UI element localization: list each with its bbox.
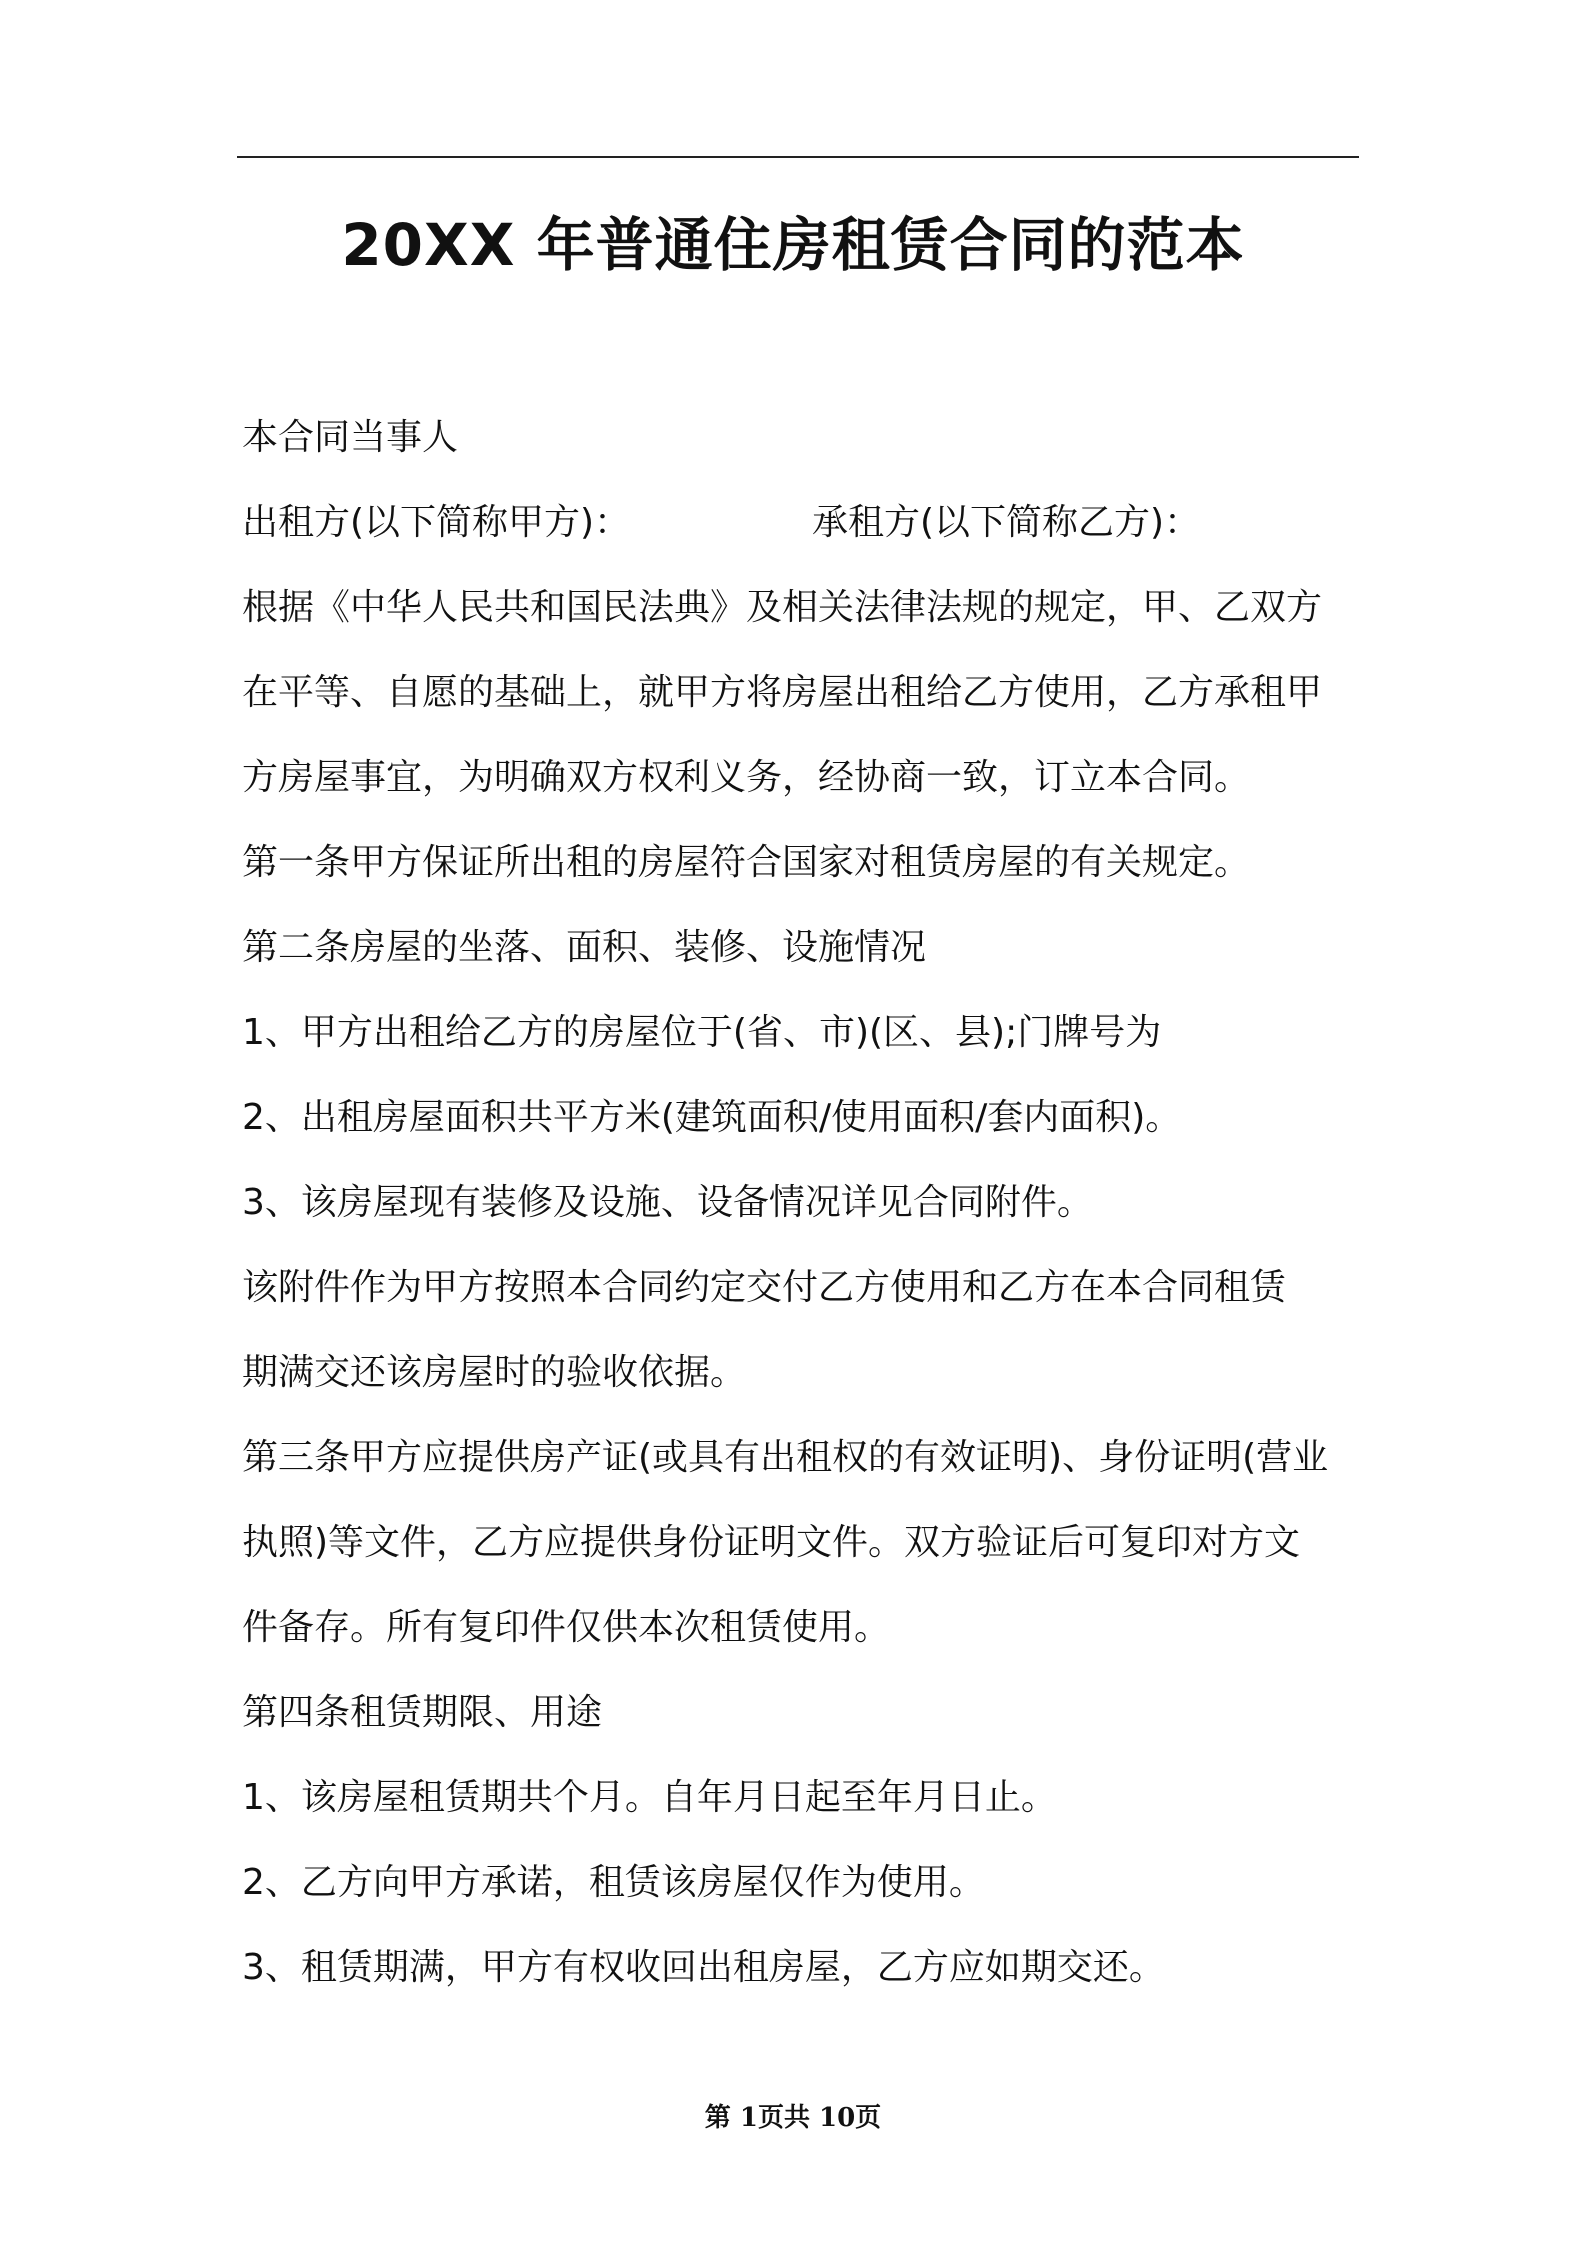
- article-4-heading: 第四条租赁期限、用途: [242, 1692, 603, 1733]
- parties-row: [242, 480, 1362, 565]
- article-2-item-2: 2、出租房屋面积共平方米(建筑面积/使用面积/套内面积)。: [242, 1097, 1182, 1138]
- body-line: 件备存。所有复印件仅供本次租赁使用。: [242, 1607, 891, 1648]
- body-line: 方房屋事宜，为明确双方权利义务，经协商一致，订立本合同。: [242, 757, 1251, 798]
- body-line: 在平等、自愿的基础上，就甲方将房屋出租给乙方使用，乙方承租甲: [242, 672, 1323, 713]
- article-4-item-3: 3、租赁期满，甲方有权收回出租房屋，乙方应如期交还。: [242, 1947, 1165, 1988]
- article-1: 第一条甲方保证所出租的房屋符合国家对租赁房屋的有关规定。: [242, 842, 1251, 883]
- document-body: [242, 395, 1362, 2010]
- lessee-label: 承租方(以下简称乙方)：: [812, 502, 1201, 543]
- article-3: 第三条甲方应提供房产证(或具有出租权的有效证明)、身份证明(营业: [242, 1437, 1329, 1478]
- lessor-label: 出租方(以下简称甲方)：: [242, 502, 631, 543]
- body-line: 根据《中华人民共和国民法典》及相关法律法规的规定，甲、乙双方: [242, 587, 1323, 628]
- article-2-heading: 第二条房屋的坐落、面积、装修、设施情况: [242, 927, 927, 968]
- body-line: 执照)等文件，乙方应提供身份证明文件。双方验证后可复印对方文: [242, 1522, 1301, 1563]
- document-title: 20XX 年普通住房租赁合同的范本: [341, 211, 1245, 279]
- page-number: 第 1页共 10页: [704, 2103, 882, 2133]
- body-line: 期满交还该房屋时的验收依据。: [242, 1352, 747, 1393]
- article-4-item-2: 2、乙方向甲方承诺，租赁该房屋仅作为使用。: [242, 1862, 985, 1903]
- body-line: 该附件作为甲方按照本合同约定交付乙方使用和乙方在本合同租赁: [242, 1267, 1287, 1308]
- article-4-item-1: 1、该房屋租赁期共个月。自年月日起至年月日止。: [242, 1777, 1057, 1818]
- parties-heading: 本合同当事人: [242, 417, 459, 458]
- header-rule: [237, 156, 1359, 158]
- article-2-item-3: 3、该房屋现有装修及设施、设备情况详见合同附件。: [242, 1182, 1093, 1223]
- article-2-item-1: 1、甲方出租给乙方的房屋位于(省、市)(区、县);门牌号为: [242, 1012, 1162, 1053]
